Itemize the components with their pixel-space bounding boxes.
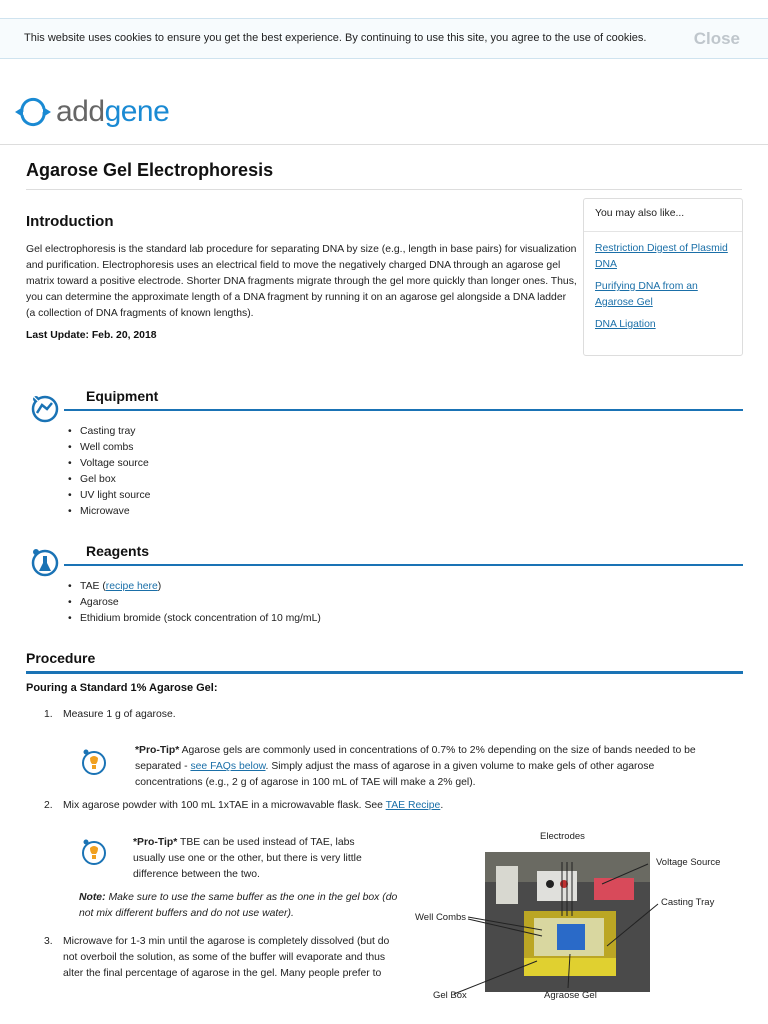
related-link-dna-ligation[interactable]: DNA Ligation: [595, 319, 656, 330]
list-item: • Gel box: [64, 472, 150, 488]
last-update: Last Update: Feb. 20, 2018: [26, 330, 157, 341]
list-item: • Ethidium bromide (stock concentration of 10 mg/mL): [64, 611, 321, 627]
label-agarose-gel: Agraose Gel: [544, 990, 597, 1001]
pro-tip-icon: [80, 747, 108, 777]
label-voltage-source: Voltage Source: [656, 857, 721, 868]
reagents-heading: Reagents: [86, 543, 150, 559]
list-item: • Well combs: [64, 440, 150, 456]
procedure-divider: [26, 671, 743, 674]
page-title: Agarose Gel Electrophoresis: [26, 160, 274, 180]
header-divider: [0, 144, 768, 145]
pro-tip-2: *Pro-Tip* TBE can be used instead of TAE, labs usually use one or the other, but there is very little difference between the two.: [133, 837, 362, 880]
list-item: • Microwave: [64, 504, 150, 520]
cookie-close-button[interactable]: Close: [693, 29, 740, 48]
list-item: • TAE (recipe here): [64, 579, 321, 595]
equipment-heading: Equipment: [86, 388, 159, 404]
title-divider: [26, 189, 742, 190]
list-item: • Casting tray: [64, 424, 150, 440]
related-link-purifying-dna[interactable]: Purifying DNA from an Agarose Gel: [595, 281, 698, 308]
related-articles-box: [583, 198, 743, 356]
pro-tip-icon: [80, 837, 108, 867]
reagents-list: [64, 579, 321, 627]
procedure-subheading: Pouring a Standard 1% Agarose Gel:: [26, 682, 218, 694]
reagents-icon: [28, 545, 60, 577]
equipment-divider: [64, 409, 743, 411]
step-2: 2. Mix agarose powder with 100 mL 1xTAE in a microwavable flask. See TAE Recipe.: [44, 800, 444, 811]
list-item: • Agarose: [64, 595, 321, 611]
gel-apparatus-figure: [412, 826, 732, 1006]
pro-tip-1: *Pro-Tip* Agarose gels are commonly used in concentrations of 0.7% to 2% depending on the size of bands needed to be separated - see FAQs below. Simply adjust the mass of agarose in a given volume to make gels of other agarose concentrations (e.g., 2 g of agarose in 100 mL of TAE will make a 2% gel).: [135, 745, 696, 788]
equipment-list: [64, 424, 150, 520]
label-casting-tray: Casting Tray: [661, 897, 715, 908]
step-3: 3. Microwave for 1-3 min until the agarose is completely dissolved (but do not overboil the solution, as some of the buffer will evaporate and thus alter the final percentage of agarose in the gel. Many people prefer to: [44, 936, 390, 979]
related-link-restriction-digest[interactable]: Restriction Digest of Plasmid DNA: [595, 243, 728, 270]
addgene-logo-icon: [14, 97, 52, 127]
procedure-heading: Procedure: [26, 650, 96, 666]
cookie-text: This website uses cookies to ensure you get the best experience. By continuing to use this site, you agree to the use of cookies.: [24, 32, 647, 44]
note: Note: Make sure to use the same buffer as the one in the gel box (do not mix different buffers and do not use water).: [79, 892, 398, 919]
tae-recipe-link[interactable]: recipe here: [105, 581, 158, 592]
equipment-icon: [28, 391, 60, 423]
list-item: • UV light source: [64, 488, 150, 504]
list-item: • Voltage source: [64, 456, 150, 472]
introduction-heading: Introduction: [26, 213, 114, 230]
label-electrodes: Electrodes: [540, 831, 585, 842]
introduction-paragraph: Gel electrophoresis is the standard lab procedure for separating DNA by size (e.g., length in base pairs) for visualization and purification. Electrophoresis uses an electrical field to move the negatively charged DNA through an agarose gel matrix toward a positive electrode. Shorter DNA fragments migrate through the gel more quickly than longer ones. Thus, you can determine the approximate length of a DNA fragment by running it on an agarose gel alongside a DNA ladder (a collection of DNA fragments of known lengths).: [26, 244, 577, 319]
reagents-divider: [64, 564, 743, 566]
label-gel-box: Gel Box: [433, 990, 467, 1001]
step-1: 1. Measure 1 g of agarose.: [44, 709, 176, 720]
label-well-combs: Well Combs: [415, 912, 467, 923]
tae-recipe-step-link[interactable]: TAE Recipe: [385, 800, 441, 811]
faqs-link[interactable]: see FAQs below: [190, 761, 266, 772]
logo-text: addgene: [56, 95, 170, 128]
cookie-banner: [0, 18, 768, 59]
addgene-logo[interactable]: [14, 94, 169, 130]
related-articles-heading: You may also like...: [584, 199, 742, 232]
